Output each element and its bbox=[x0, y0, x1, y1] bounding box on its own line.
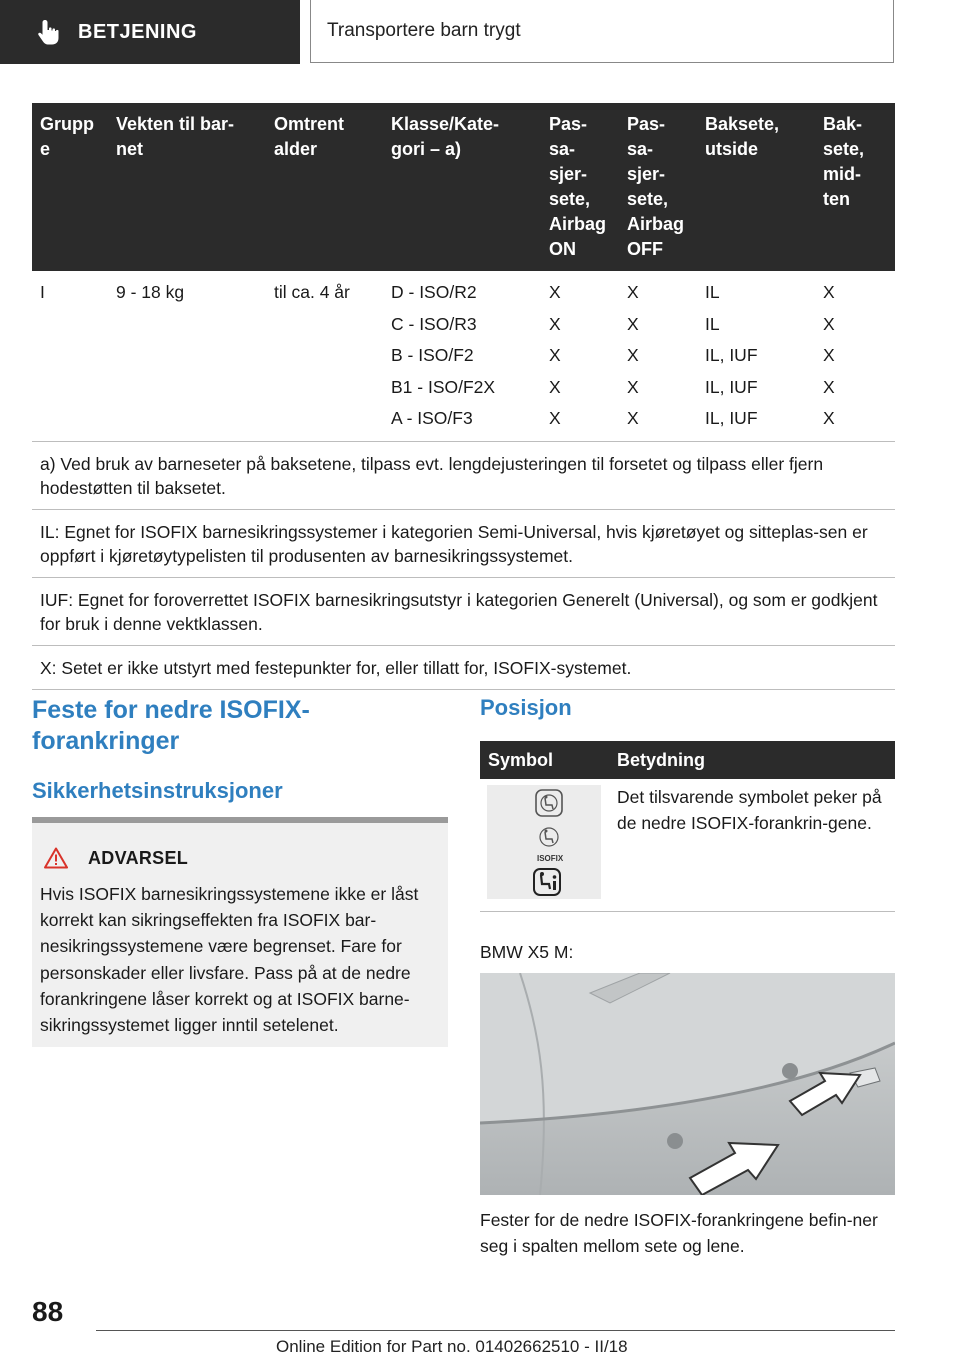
mark: IL, IUF bbox=[705, 345, 758, 365]
hand-pointer-icon bbox=[34, 17, 64, 47]
mark: X bbox=[549, 376, 561, 397]
mark: X bbox=[823, 282, 835, 302]
isofix-classification-table bbox=[32, 103, 895, 690]
position-title: Posisjon bbox=[480, 695, 572, 720]
table-note-row bbox=[32, 645, 895, 689]
table-note-row bbox=[32, 577, 895, 645]
mark: X bbox=[823, 408, 835, 428]
warning-box bbox=[32, 817, 448, 1047]
header-rear-middle: Bak- sete, mid- ten bbox=[815, 103, 895, 271]
header-airbag-on: Pas- sa- sjer- sete, Airbag ON bbox=[541, 103, 619, 271]
cell-group: I bbox=[32, 271, 108, 441]
table-note: IUF: Egnet for foroverrettet ISOFIX barnesikringsutstyr i kategorien Generelt (Universal), og som er godkjent for bruk i denne vektklassen. bbox=[32, 577, 895, 645]
page-title: Transportere barn trygt bbox=[310, 0, 894, 63]
header-symbol: Symbol bbox=[480, 741, 609, 779]
photo-caption: Fester for de nedre ISOFIX-forankringene befin-ner seg i spalten mellom sete og lene. bbox=[480, 1210, 878, 1256]
warning-text: Hvis ISOFIX barnesikringssystemene ikke er låst korrekt kan sikringseffekten fra ISOFIX bar-nesikringssystemene være begrenset. Fare for personskader eller livsfare. Pass på at de nedre forankringene låser korrekt og at ISOFIX barne-sikringssystemet ligger inntil setelenet. bbox=[40, 884, 419, 1036]
cell-age: til ca. 4 år bbox=[266, 271, 383, 441]
warning-title: ADVARSEL bbox=[88, 847, 189, 868]
cell-rear-middle bbox=[815, 271, 895, 441]
table-row bbox=[480, 779, 895, 912]
class-item: A - ISO/F3 bbox=[391, 408, 473, 428]
meaning-cell: Det tilsvarende symbolet peker på de nedre ISOFIX-forankrin-gene. bbox=[609, 779, 895, 912]
cell-weight: 9 - 18 kg bbox=[108, 271, 266, 441]
mark: X bbox=[549, 313, 561, 334]
warning-triangle-icon bbox=[44, 847, 68, 869]
subsection-title: Sikkerhetsinstruksjoner bbox=[32, 778, 283, 803]
table-note-row bbox=[32, 441, 895, 509]
class-item: B1 - ISO/F2X bbox=[391, 376, 496, 397]
isofix-seat-icon bbox=[487, 785, 601, 899]
table-header-row bbox=[480, 741, 895, 779]
mark: X bbox=[627, 345, 639, 365]
header-weight: Vekten til bar- net bbox=[108, 103, 266, 271]
mark: X bbox=[627, 282, 639, 302]
cell-airbag-on bbox=[541, 271, 619, 441]
model-label: BMW X5 M: bbox=[480, 942, 574, 962]
mark: X bbox=[627, 408, 639, 428]
isofix-symbols bbox=[487, 785, 601, 899]
cell-airbag-off bbox=[619, 271, 697, 441]
section-label: BETJENING bbox=[78, 20, 197, 43]
header-airbag-off: Pas- sa- sjer- sete, Airbag OFF bbox=[619, 103, 697, 271]
section-title: Feste for nedre ISOFIX-forankringer bbox=[32, 696, 310, 755]
table-note: X: Setet er ikke utstyrt med festepunkter for, eller tillatt for, ISOFIX-systemet. bbox=[32, 645, 895, 689]
mark: X bbox=[823, 345, 835, 365]
edition-note: Online Edition for Part no. 01402662510 - II/18 bbox=[276, 1337, 628, 1356]
isofix-anchor-photo bbox=[480, 973, 895, 1195]
mark: X bbox=[627, 376, 639, 397]
header-group: Grupp e bbox=[32, 103, 108, 271]
table-note: a) Ved bruk av barneseter på baksetene, tilpass evt. lengdejusteringen til forsetet og tilpass eller fjern hodestøtten til baksetet. bbox=[32, 441, 895, 509]
mark: IL, IUF bbox=[705, 408, 758, 428]
symbol-table bbox=[480, 741, 895, 912]
table-header-row bbox=[32, 103, 895, 271]
mark: X bbox=[549, 345, 561, 365]
isofix-label: ISOFIX bbox=[537, 854, 564, 863]
class-item: B - ISO/F2 bbox=[391, 345, 474, 365]
mark: X bbox=[549, 408, 561, 428]
mark: X bbox=[823, 313, 835, 334]
class-item: C - ISO/R3 bbox=[391, 313, 477, 334]
cell-classes bbox=[383, 271, 541, 441]
mark: IL bbox=[705, 282, 720, 302]
table-row bbox=[32, 271, 895, 441]
symbol-cell bbox=[480, 779, 609, 912]
header-rear-outer: Baksete, utside bbox=[697, 103, 815, 271]
mark: X bbox=[823, 376, 835, 397]
mark: IL, IUF bbox=[705, 376, 758, 397]
mark: IL bbox=[705, 313, 720, 334]
mark: X bbox=[627, 313, 639, 334]
warning-heading bbox=[44, 847, 188, 869]
cell-rear-outer bbox=[697, 271, 815, 441]
header-meaning: Betydning bbox=[609, 741, 895, 779]
header-age: Omtrent alder bbox=[266, 103, 383, 271]
section-tab bbox=[0, 0, 300, 64]
footer-divider bbox=[96, 1330, 895, 1331]
mark: X bbox=[549, 282, 561, 302]
header-class: Klasse/Kate- gori – a) bbox=[383, 103, 541, 271]
class-item: D - ISO/R2 bbox=[391, 282, 477, 302]
table-note-row bbox=[32, 509, 895, 577]
page-number: 88 bbox=[32, 1296, 64, 1327]
table-note: IL: Egnet for ISOFIX barnesikringssystemer i kategorien Semi-Universal, hvis kjøretøyet og sitteplas-sen er oppført i kjøretøytypelisten til produsenten av barnesikringssystemet. bbox=[32, 509, 895, 577]
